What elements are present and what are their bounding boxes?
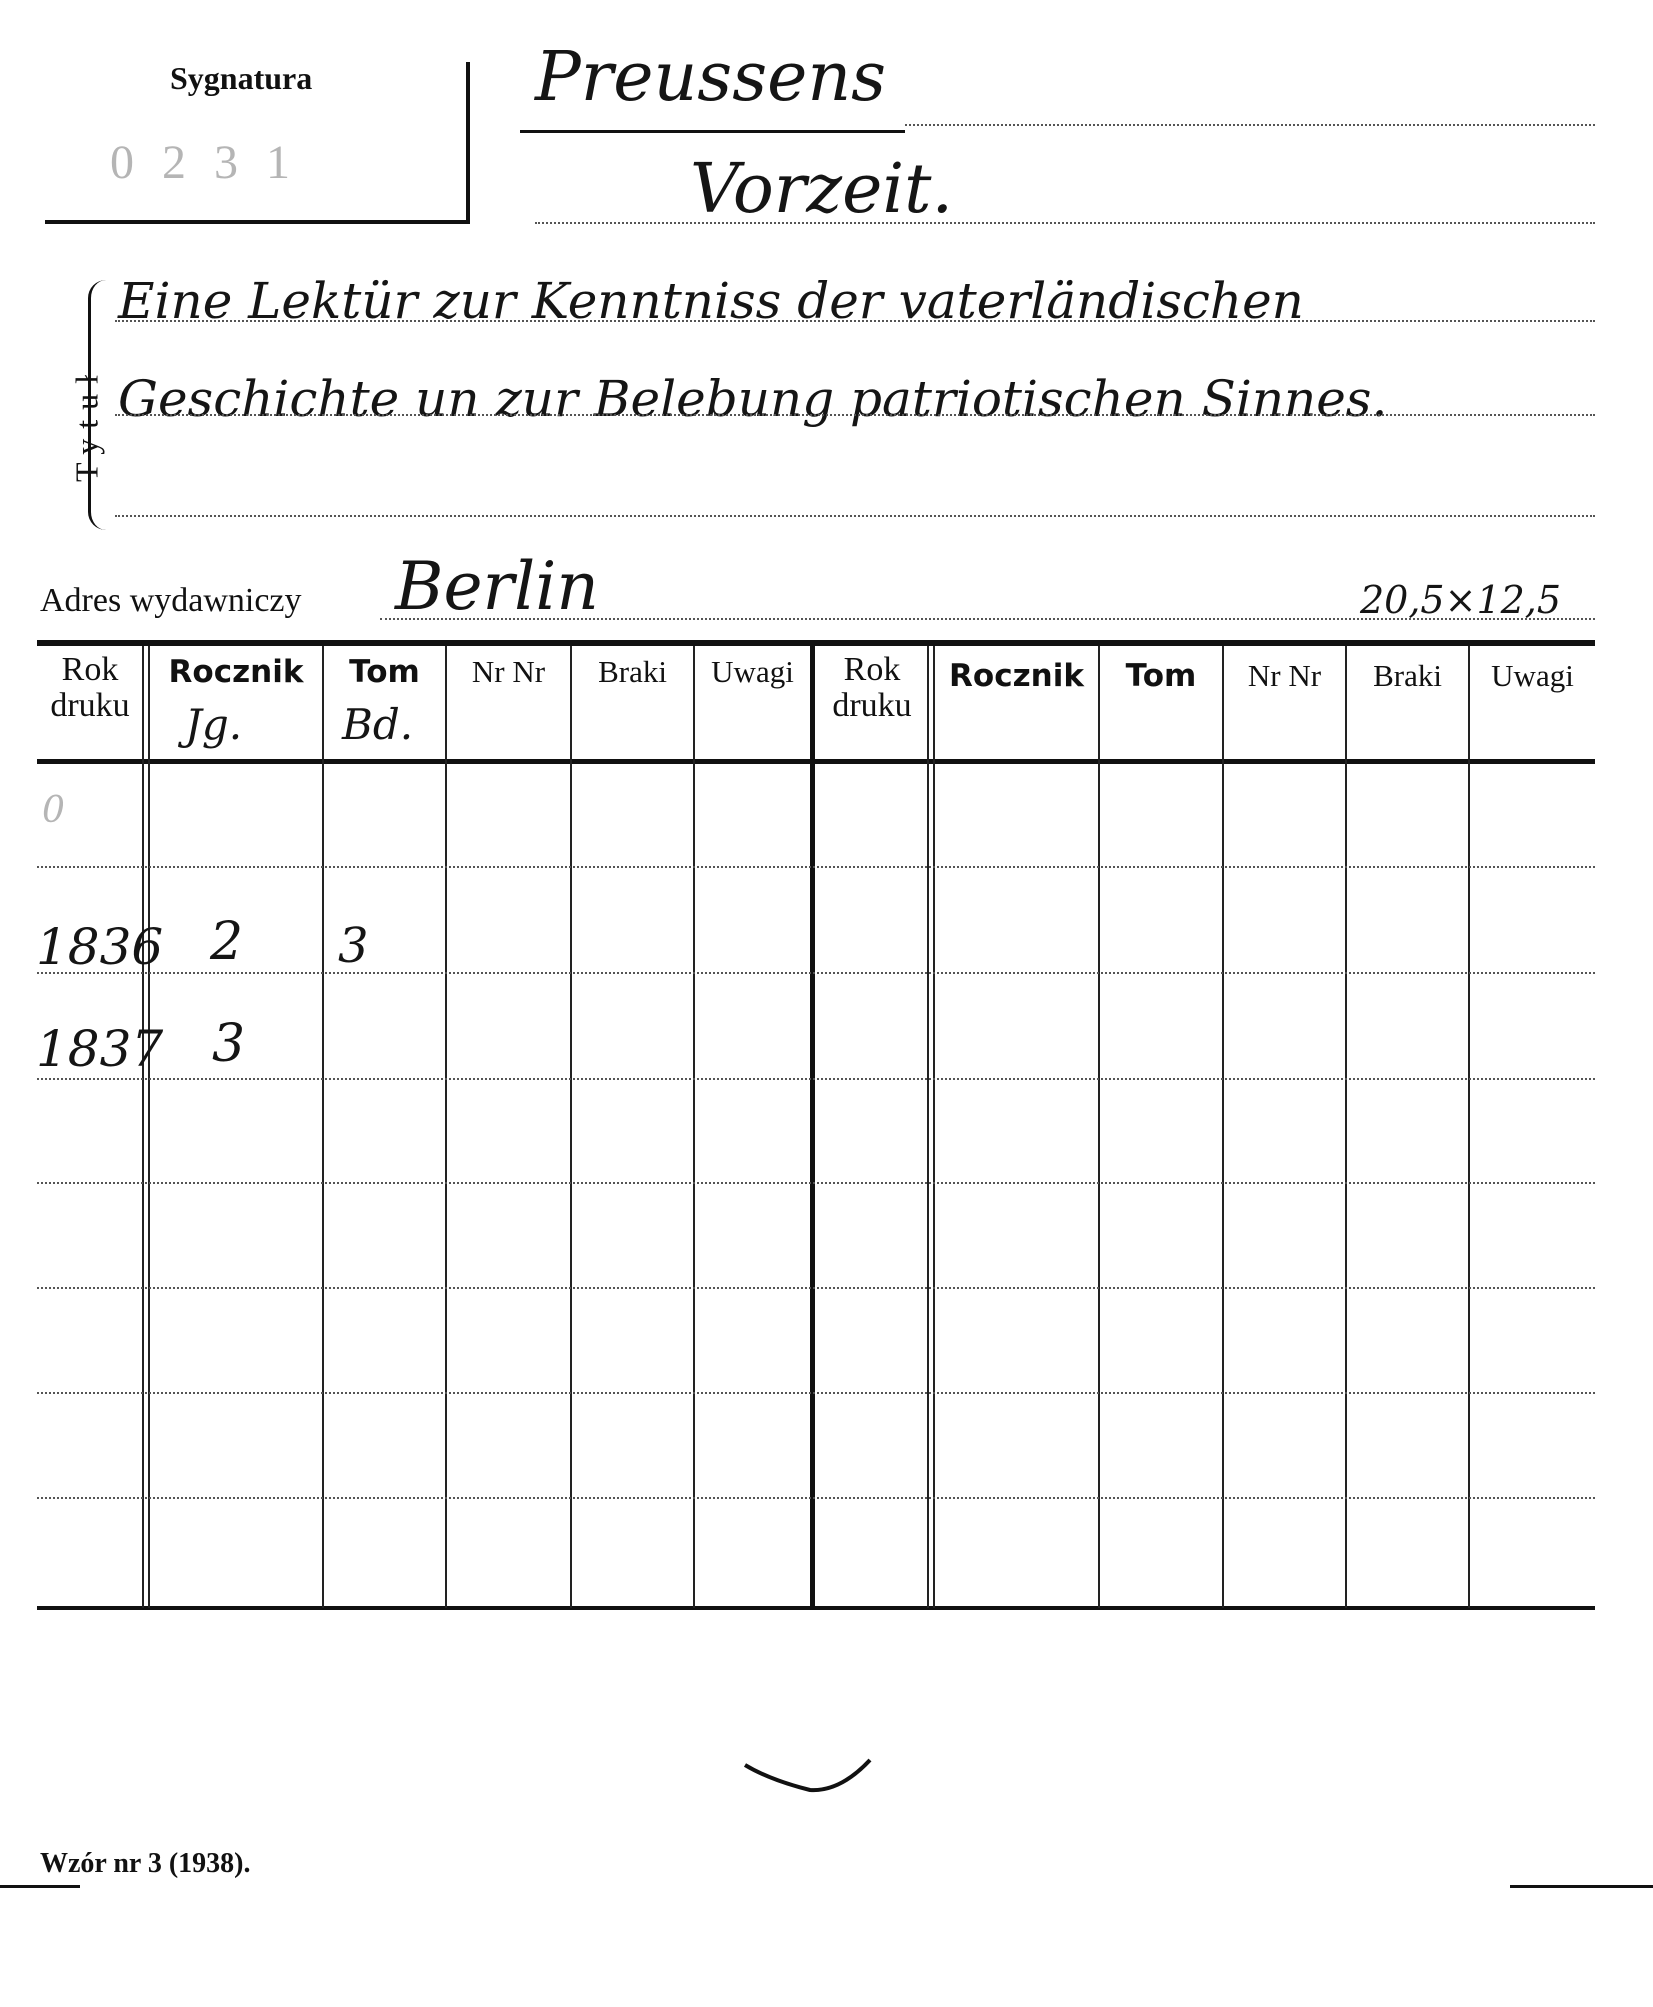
table-center-divider (810, 646, 815, 1608)
table-row-1-tom: 3 (338, 918, 369, 974)
publisher-dotline (380, 618, 1595, 620)
table-top-rule (37, 640, 1595, 646)
table-row-1-rok: 1836 (36, 918, 164, 976)
title-header-underline (520, 130, 905, 133)
title-header-line1: Preussens (535, 38, 887, 117)
row-line-3 (37, 1078, 1595, 1080)
col-line-l5 (693, 646, 695, 1608)
title-header-dotline-1 (905, 124, 1595, 126)
signature-box-bottom (45, 220, 470, 224)
header-rocznik-note: Jg. (185, 700, 243, 749)
header-uwagi-right: Uwagi (1491, 658, 1574, 693)
col-line-r3 (1222, 646, 1224, 1608)
table-header-rule (37, 759, 1595, 764)
footer-rule-left (0, 1885, 80, 1888)
table-row-2-rok: 1837 (36, 1020, 164, 1078)
col-line-l1 (142, 646, 144, 1608)
row-line-6 (37, 1392, 1595, 1394)
col-line-r1b (933, 646, 935, 1608)
publisher-dimensions: 20,5×12,5 (1360, 578, 1562, 622)
table-row-1-rocznik: 2 (210, 912, 244, 972)
table-row-2-rocznik: 3 (212, 1014, 246, 1074)
footer-rule-right (1510, 1885, 1653, 1888)
publisher-label: Adres wydawniczy (40, 582, 302, 619)
header-rok-left: Rok druku (50, 651, 130, 724)
col-line-l1b (148, 646, 150, 1608)
title-line2: Geschichte un zur Belebung patriotischen Sinnes. (118, 370, 1388, 428)
signature-box-right (466, 62, 470, 224)
title-dotline-3 (115, 515, 1595, 517)
header-rocznik-left: Rocznik (168, 654, 304, 690)
header-rocznik-right: Rocznik (949, 658, 1084, 694)
title-header-dotline-2 (535, 222, 1595, 224)
title-dotline-2 (115, 414, 1595, 416)
signature-value: 0 2 3 1 (110, 136, 298, 189)
row-line-1 (37, 866, 1595, 868)
pen-mark (740, 1750, 880, 1810)
table-bottom-rule (37, 1606, 1595, 1610)
header-braki-right: Braki (1373, 658, 1442, 693)
title-brace (88, 280, 107, 530)
signature-label: Sygnatura (170, 60, 313, 96)
header-tom-note: Bd. (342, 700, 414, 749)
row-line-2 (37, 972, 1595, 974)
title-line1: Eine Lektür zur Kenntniss der vaterländischen (118, 272, 1304, 330)
col-line-l2 (322, 646, 324, 1608)
header-nrnr-left: Nr Nr (471, 654, 546, 689)
row-line-5 (37, 1287, 1595, 1289)
header-nrnr-right: Nr Nr (1247, 658, 1322, 693)
table-row-0-rok: 0 (42, 790, 65, 831)
title-side-label: Tytuł (68, 364, 105, 483)
title-dotline-1 (115, 320, 1595, 322)
header-tom-right: Tom (1125, 658, 1197, 694)
row-line-7 (37, 1497, 1595, 1499)
col-line-r2 (1098, 646, 1100, 1608)
header-tom-left: Tom (349, 654, 420, 690)
col-line-l4 (570, 646, 572, 1608)
header-uwagi-left: Uwagi (711, 654, 794, 689)
header-rok-right: Rok druku (832, 651, 912, 724)
header-braki-left: Braki (598, 654, 667, 689)
col-line-r5 (1468, 646, 1470, 1608)
form-number: Wzór nr 3 (1938). (40, 1848, 251, 1879)
col-line-r1 (927, 646, 929, 1608)
publisher-value: Berlin (395, 548, 599, 625)
title-header-line2: Vorzeit. (690, 150, 954, 229)
row-line-4 (37, 1182, 1595, 1184)
col-line-r4 (1345, 646, 1347, 1608)
col-line-l3 (445, 646, 447, 1608)
